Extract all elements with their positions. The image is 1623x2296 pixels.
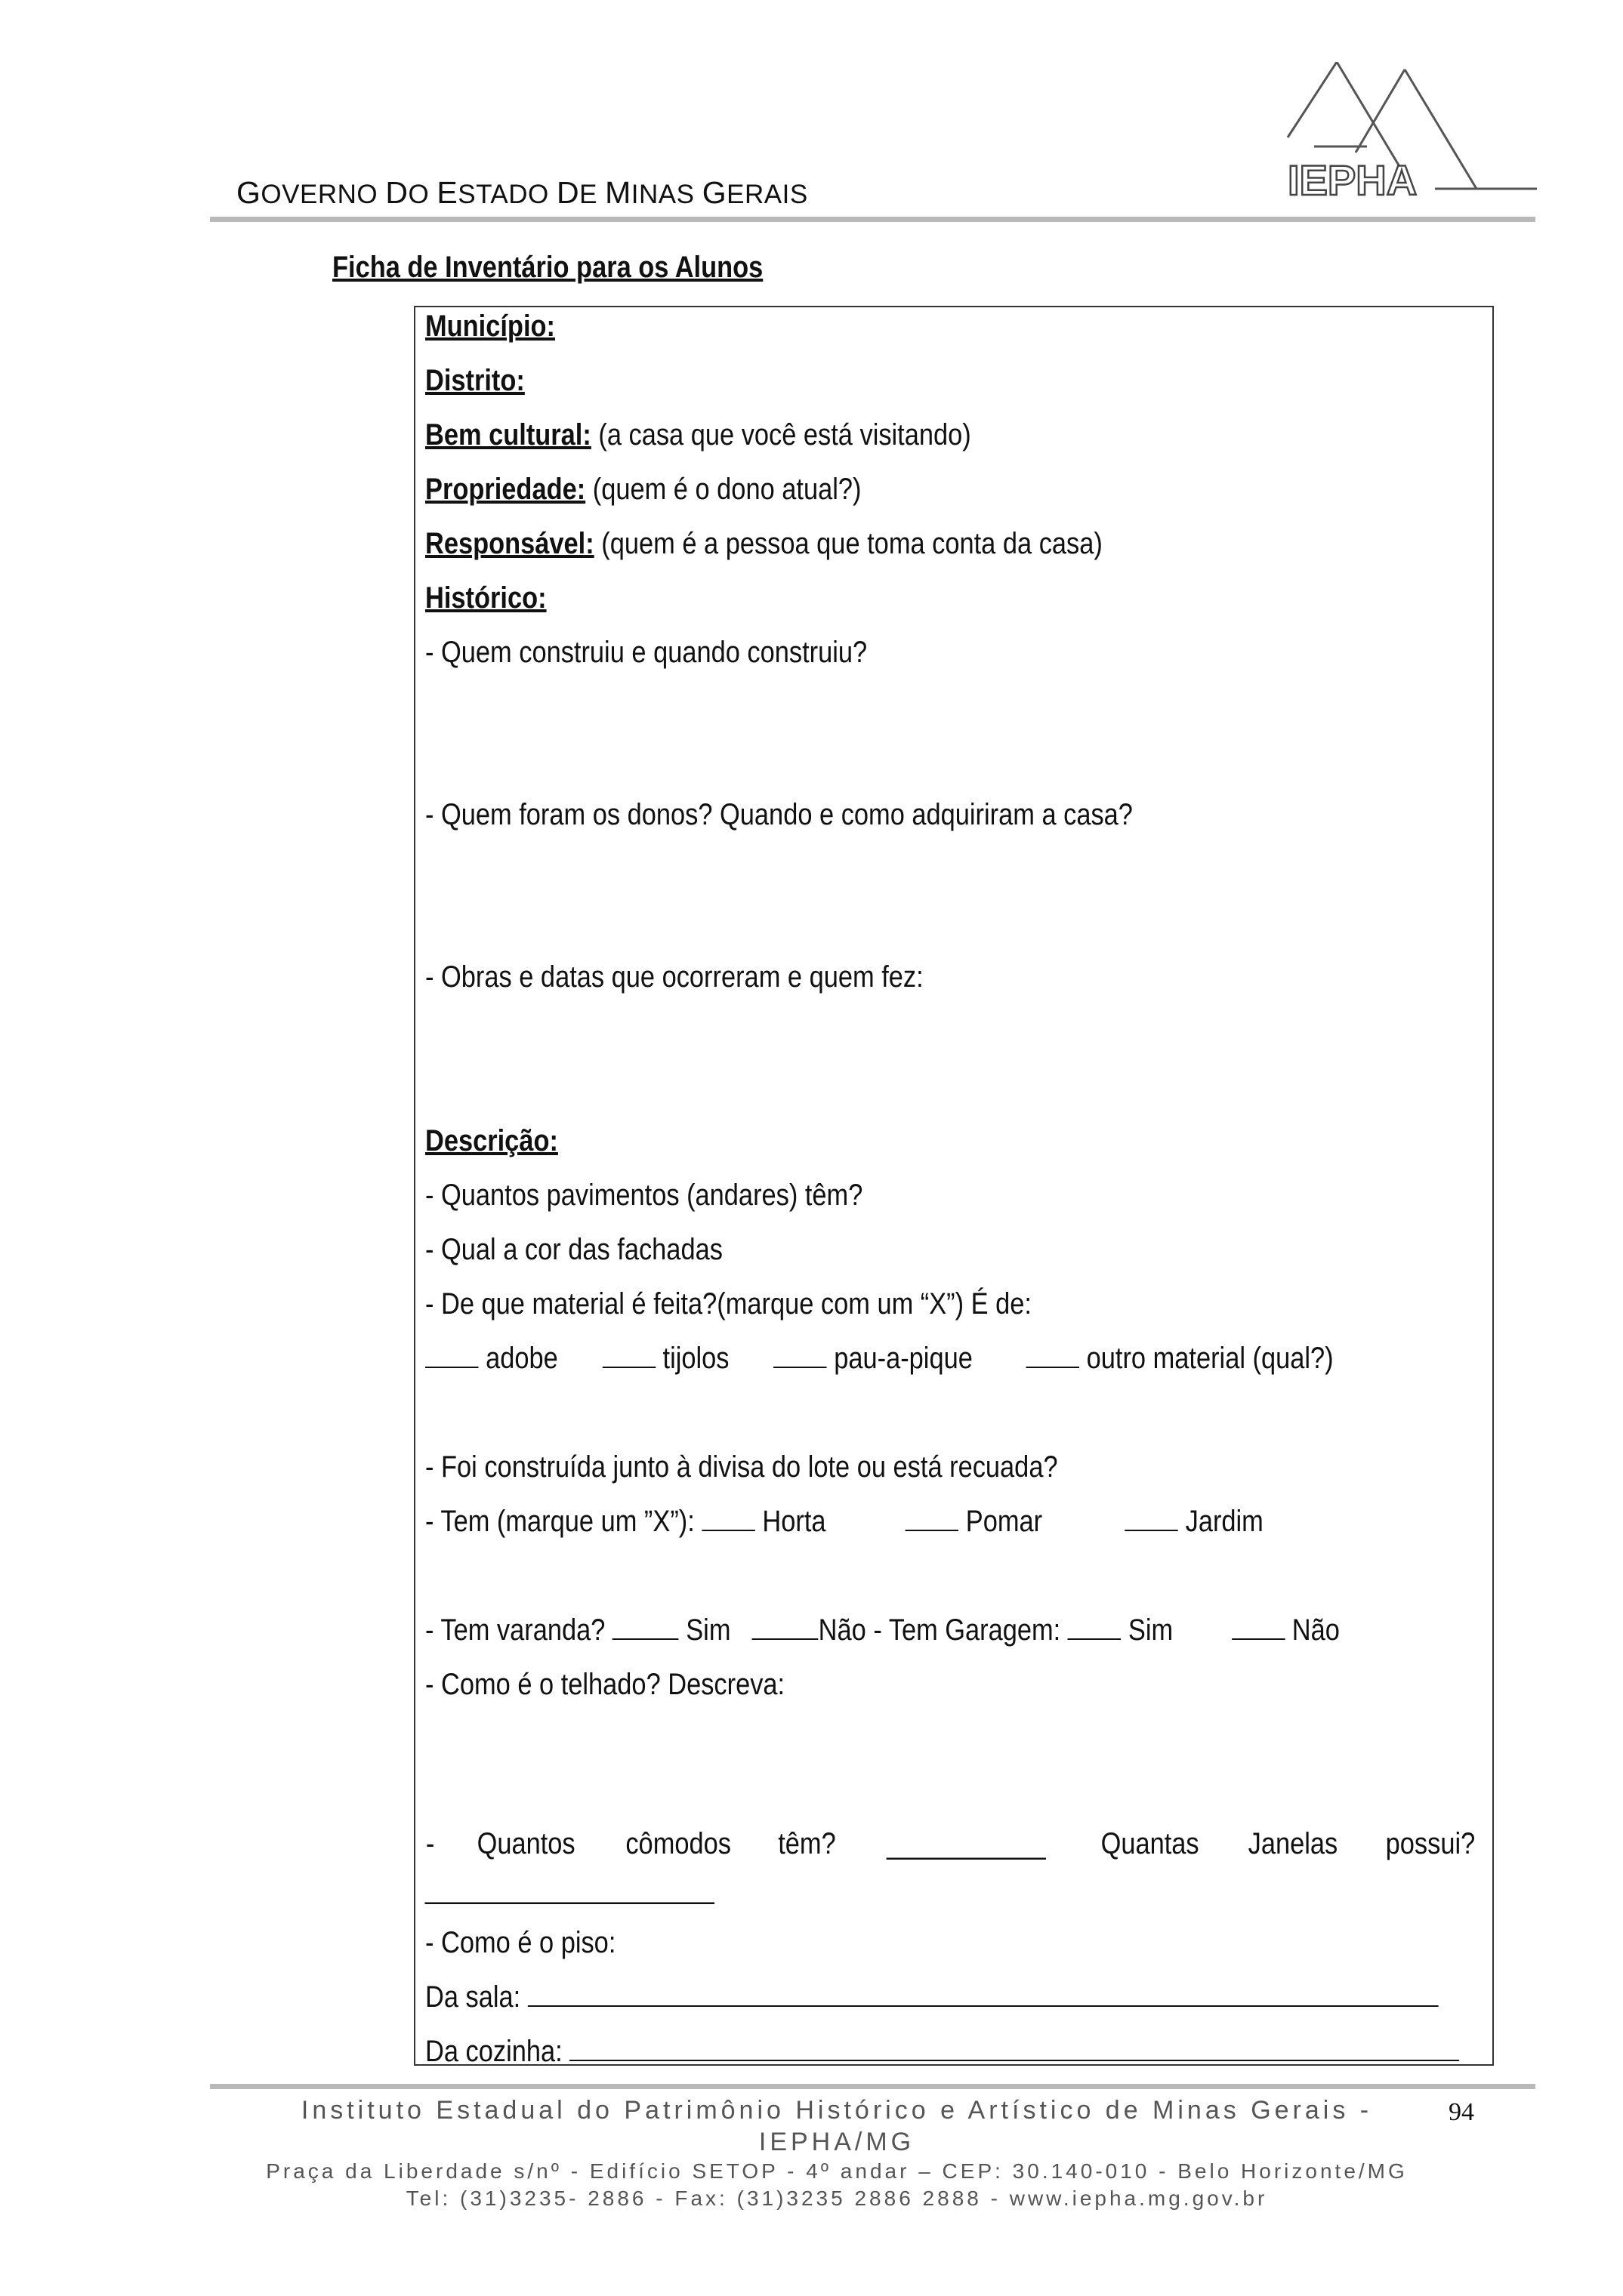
pomar-blank[interactable] [906,1505,959,1531]
comodos-word[interactable]: ___________ [887,1827,1046,1860]
comodos-word: cômodos [625,1827,731,1860]
comodos-question [425,1826,1483,1862]
comodos-word: têm? [778,1827,836,1860]
jardim-blank[interactable] [1125,1505,1179,1531]
varanda-sim-option: Sim [678,1613,731,1647]
piso-sala-label: Da sala: [425,1980,528,2014]
comodos-word: Quantas [1100,1827,1199,1860]
garagem-question: - Tem Garagem: [865,1613,1068,1647]
varanda-question: - Tem varanda? [425,1613,612,1647]
distrito-row [425,362,525,399]
comodos-word: - [425,1827,435,1860]
varanda-sim-blank[interactable] [612,1614,679,1640]
historico-row [425,580,547,616]
varanda-nao-option: Não [818,1613,866,1647]
form-title: Ficha de Inventário para os Alunos [332,251,764,284]
question-cor: - Qual a cor das fachadas [425,1233,723,1266]
propriedade-row [425,471,861,507]
descricao-row [425,1123,558,1159]
question-pavimentos: - Quantos pavimentos (andares) têm? [425,1179,863,1212]
outro-material-option: outro material (qual?) [1079,1342,1334,1375]
garagem-nao-blank[interactable] [1232,1614,1285,1640]
tem-options-row [425,1503,1264,1539]
adobe-blank[interactable] [425,1342,479,1368]
footer-contact: Tel: (31)3235- 2886 - Fax: (31)3235 2886 2888 - www.iepha.mg.gov.br [406,2187,1268,2210]
jardim-option: Jardim [1178,1505,1264,1538]
question-donos: - Quem foram os donos? Quando e como adquiriram a casa? [425,798,1133,831]
comodos-word: Quantos [477,1827,575,1860]
question-construiu: - Quem construiu e quando construiu? [425,636,868,669]
responsavel-hint: (quem é a pessoa que toma conta da casa) [594,527,1103,560]
tem-question: - Tem (marque um ”X”): [425,1505,702,1538]
horta-option: Horta [754,1505,826,1538]
garagem-nao-option: Não [1285,1613,1340,1647]
descricao-label: Descrição: [425,1124,558,1157]
municipio-row [425,308,555,344]
outro-material-blank[interactable] [1026,1342,1080,1368]
bem-cultural-label: Bem cultural: [425,418,591,451]
logo-text: IEPHA [1288,156,1418,204]
piso-cozinha-label: Da cozinha: [425,2035,570,2068]
question-telhado: - Como é o telhado? Descreva: [425,1668,785,1701]
piso-cozinha-row [425,2033,1459,2069]
pomar-option: Pomar [958,1505,1043,1538]
iepha-logo [1284,62,1537,205]
propriedade-hint: (quem é o dono atual?) [585,473,862,506]
responsavel-row [425,525,1103,562]
adobe-option: adobe [478,1342,558,1375]
pau-a-pique-blank[interactable] [773,1342,827,1368]
horta-blank[interactable] [702,1505,755,1531]
header-org-title [236,175,808,211]
piso-sala-row [425,1979,1438,2015]
tijolos-option: tijolos [655,1342,730,1375]
footer-institute: Instituto Estadual do Patrimônio Histórico e Artístico de Minas Gerais - [301,2096,1373,2125]
question-obras: - Obras e datas que ocorreram e quem fez: [425,960,924,994]
footer-acronym: IEPHA/MG [758,2128,915,2156]
footer-divider [210,2084,1535,2089]
comodos-word: Janelas [1248,1827,1338,1860]
header-divider [210,217,1535,222]
pau-a-pique-option: pau-a-pique [826,1342,973,1375]
varanda-garagem-row [425,1612,1340,1648]
varanda-nao-blank[interactable] [752,1614,819,1640]
header-org-title-text: GOVERNO DO ESTADO DE MINAS GERAIS [236,175,808,210]
question-material: - De que material é feita?(marque com um “X”) É de: [425,1287,1032,1321]
page-number: 94 [1449,2098,1474,2126]
footer-address: Praça da Liberdade s/nº - Edifício SETOP - 4º andar – CEP: 30.140-010 - Belo Horizonte/MG [266,2159,1408,2183]
comodos-answer-line[interactable]: ____________________ [425,1872,714,1905]
bem-cultural-row [425,417,971,453]
piso-sala-blank[interactable] [528,1981,1439,2007]
garagem-sim-option: Sim [1121,1613,1174,1647]
question-divisa: - Foi construída junto à divisa do lote ou está recuada? [425,1450,1058,1484]
comodos-word: possui? [1385,1827,1476,1860]
question-piso: - Como é o piso: [425,1926,616,1959]
comodos-words [425,1826,1483,1862]
garagem-sim-blank[interactable] [1068,1614,1122,1640]
municipio-label: Município: [425,310,555,343]
bem-cultural-hint: (a casa que você está visitando) [591,418,971,451]
distrito-label: Distrito: [425,364,525,397]
material-options-row [425,1340,1334,1376]
piso-cozinha-blank[interactable] [569,2036,1459,2061]
responsavel-label: Responsável: [425,527,594,560]
propriedade-label: Propriedade: [425,473,586,506]
historico-label: Histórico: [425,581,547,615]
tijolos-blank[interactable] [602,1342,656,1368]
